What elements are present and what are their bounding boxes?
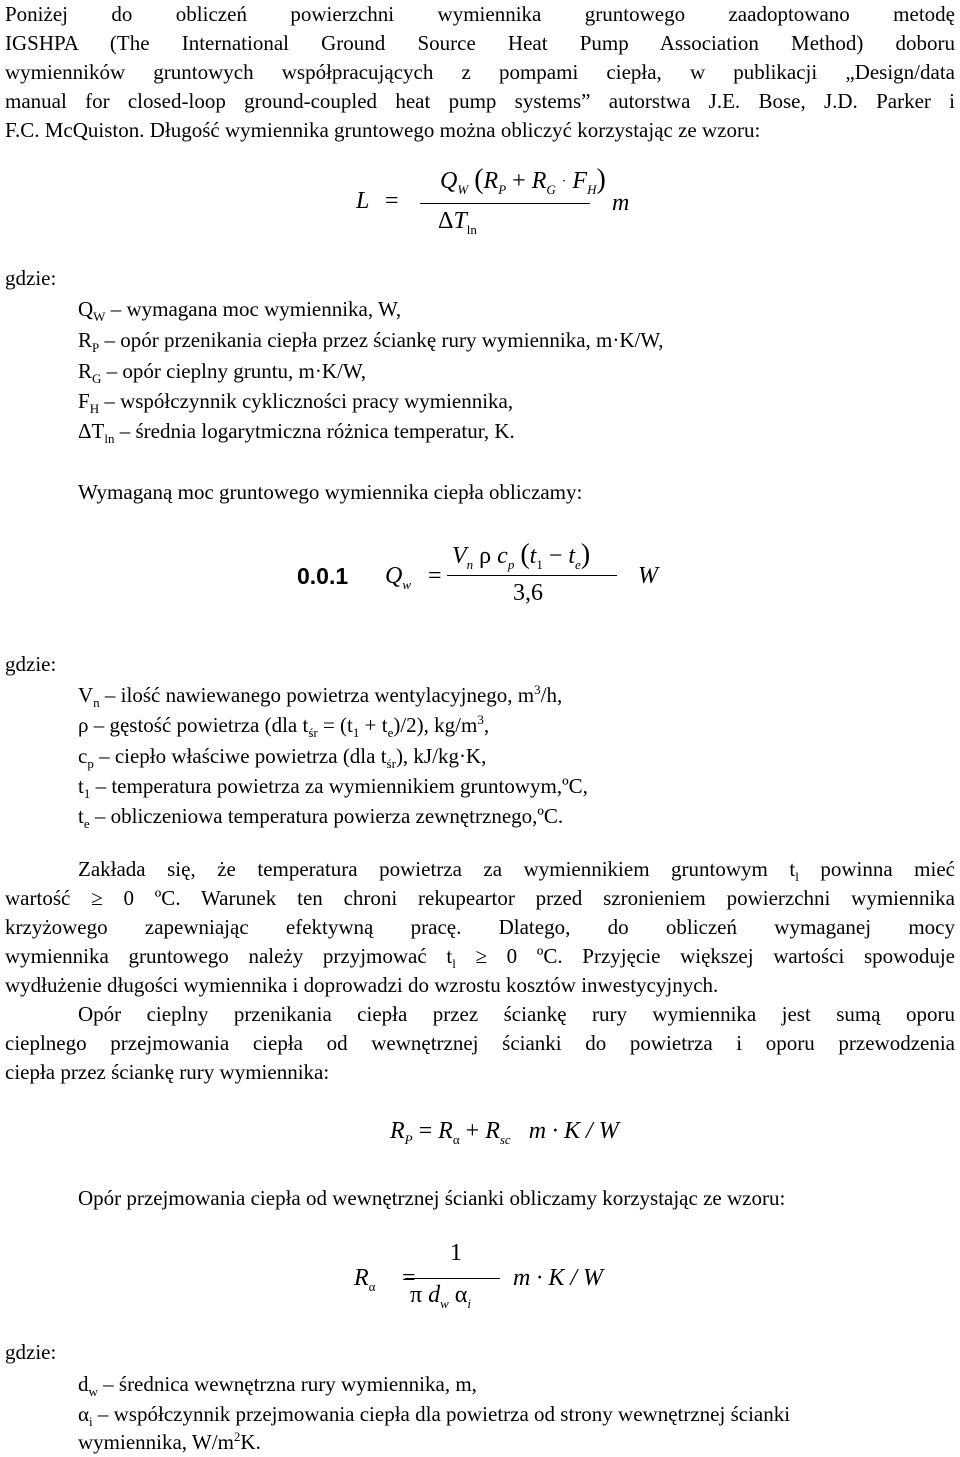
def-rp: $R_P$ – opór przenikania ciepła przez ściankę rury wymiennika, m·K/W, bbox=[78, 328, 664, 356]
intro-line-5: F.C. McQuiston. Długość wymiennika gruntowego można obliczyć korzystając ze wzoru: bbox=[5, 118, 761, 142]
eq4-equals: = bbox=[402, 1265, 416, 1291]
eq4-numerator: 1 bbox=[450, 1240, 462, 1266]
def-te: $t_e$ – obliczeniowa temperatura powierza zewnętrznego,ºC. bbox=[78, 804, 564, 832]
equation-ralpha bbox=[0, 1238, 960, 1318]
eq2-fraction-bar bbox=[447, 575, 617, 576]
intro-line-4: manual for closed-loop ground-coupled heat pump systems” autorstwa J.E. Bose, J.D. Parker i bbox=[5, 89, 955, 113]
eq1-lhs: L bbox=[356, 188, 370, 214]
assumption-line-3: krzyżowego zapewniając efektywną pracę. Dlatego, do obliczeń wymaganej mocy bbox=[5, 915, 955, 939]
assumption-paragraph bbox=[5, 855, 955, 1000]
def-dw: $d_w$ – średnica wewnętrzna rury wymiennika, m, bbox=[78, 1372, 477, 1400]
intro-line-2: IGSHPA (The International Ground Source Heat Pump Association Method) doboru bbox=[5, 31, 955, 55]
eq4-lhs: $R_\alpha$ bbox=[354, 1265, 376, 1294]
def-alpha-i-cont: wymiennika, $W/m^2K$. bbox=[78, 1429, 261, 1454]
assumption-line-1: Zakłada się, że temperatura powietrza za wymiennikiem gruntowym $t_l$ powinna mieć bbox=[78, 857, 955, 885]
eq2-numerator: $V_n$ ρ $c_p$ $(t_1 - t_e)$ bbox=[452, 539, 591, 572]
intro-paragraph bbox=[5, 0, 955, 145]
eq1-denominator: $\Delta T_{ln}$ bbox=[438, 208, 477, 237]
assumption-line-5: wydłużenie długości wymiennika i doprowadzi do wzrostu kosztów inwestycyjnych. bbox=[5, 973, 719, 997]
gdzie-label-3: gdzie: bbox=[5, 1340, 57, 1364]
def-rho: ρ – gęstość powietrza (dla $t_{śr} = (t_1 + t_e)/2$), $kg/m^3$, bbox=[78, 712, 490, 741]
equation-power bbox=[0, 535, 960, 615]
def-alpha-i: $\alpha_i$ – współczynnik przejmowania ciepła dla powietrza od strony wewnętrznej ścianki bbox=[78, 1402, 791, 1430]
resistance-line-1: Opór cieplny przenikania ciepła przez ściankę rury wymiennika jest sumą oporu bbox=[78, 1002, 955, 1026]
eq4-unit: m · K / W bbox=[513, 1265, 603, 1291]
przejm-intro: Opór przejmowania ciepła od wewnętrznej ścianki obliczamy korzystając ze wzoru: bbox=[78, 1186, 786, 1210]
eq2-number: 0.0.1 bbox=[297, 563, 349, 589]
eq1-numerator: $Q_W$ $(R_P + R_G \cdot F_H)$ bbox=[440, 164, 606, 197]
def-dtln: $\Delta T_{ln}$ – średnia logarytmiczna różnica temperatur, K. bbox=[78, 419, 515, 447]
assumption-line-2: wartość ≥ 0 ºC. Warunek ten chroni rekupeartor przed szronieniem powierzchni wymiennika bbox=[5, 886, 955, 910]
resistance-paragraph bbox=[5, 1000, 955, 1087]
def-rg: $R_G$ – opór cieplny gruntu, m·K/W, bbox=[78, 359, 367, 387]
def-fh: $F_H$ – współczynnik cykliczności pracy wymiennika, bbox=[78, 389, 514, 417]
eq1-equals: = bbox=[385, 188, 399, 214]
gdzie-label-1: gdzie: bbox=[5, 266, 57, 290]
equation-length bbox=[0, 160, 960, 260]
assumption-line-4: wymiennika gruntowego należy przyjmować $t_l \ge 0$ ºC. Przyjęcie większej wartości spowoduje bbox=[5, 944, 955, 972]
eq4-denominator: π $d_w$ $\alpha_i$ bbox=[410, 1282, 471, 1311]
def-vn: $V_n$ – ilość nawiewanego powietrza wentylacyjnego, $m^3/h$, bbox=[78, 682, 563, 711]
def-cp: $c_p$ – ciepło właściwe powietrza (dla $t_{śr}$), kJ/kg·K, bbox=[78, 744, 487, 772]
moc-intro: Wymaganą moc gruntowego wymiennika ciepła obliczamy: bbox=[78, 480, 583, 504]
eq2-denominator: 3,6 bbox=[513, 580, 543, 606]
equation-rp: $R_P = R_\alpha + R_{sc}$ m · K / W bbox=[390, 1118, 619, 1147]
resistance-line-3: ciepła przez ściankę rury wymiennika: bbox=[5, 1060, 330, 1084]
eq4-fraction-bar bbox=[405, 1278, 500, 1279]
intro-line-3: wymienników gruntowych współpracujących z pompami ciepła, w publikacji „Design/data bbox=[5, 60, 955, 84]
intro-line-1: Poniżej do obliczeń powierzchni wymiennika gruntowego zaadoptowano metodę bbox=[5, 2, 955, 26]
eq2-equals: = bbox=[428, 563, 442, 589]
eq1-unit: m bbox=[612, 190, 630, 216]
eq2-unit: W bbox=[638, 563, 658, 589]
gdzie-label-2: gdzie: bbox=[5, 652, 57, 676]
def-t1: $t_1$ – temperatura powietrza za wymiennikiem gruntowym,ºC, bbox=[78, 774, 588, 802]
eq2-lhs: $Q_w$ bbox=[385, 563, 412, 592]
def-qw: $Q_W$ – wymagana moc wymiennika, W, bbox=[78, 297, 402, 325]
eq1-fraction-bar bbox=[420, 203, 590, 204]
resistance-line-2: cieplnego przejmowania ciepła od wewnętrznej ścianki do powietrza i oporu przewodzenia bbox=[5, 1031, 955, 1055]
